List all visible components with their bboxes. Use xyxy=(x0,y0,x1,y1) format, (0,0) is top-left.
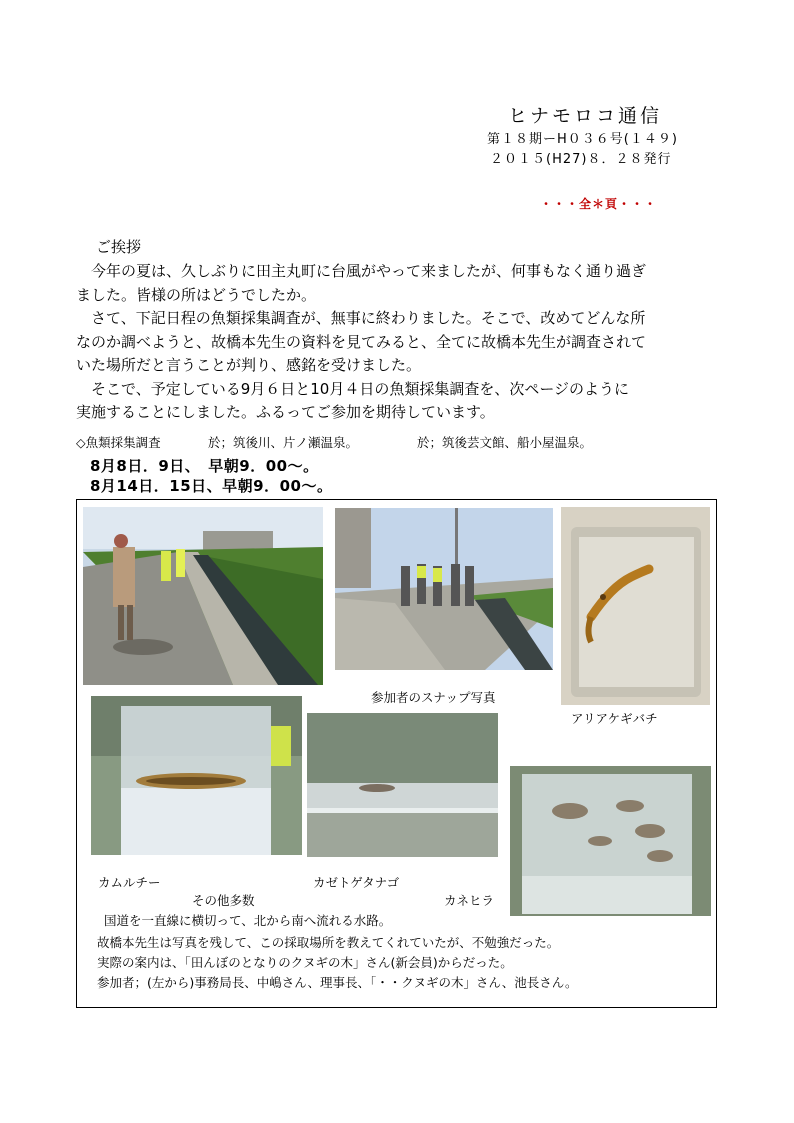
survey-info xyxy=(76,433,592,451)
greeting-line: なのか調べようと、故橋本先生の資料を見てみると、全てに故橋本先生が調査されて xyxy=(76,332,647,351)
survey-label: ◇魚類採集調査 xyxy=(76,435,161,450)
greeting-line: いた場所だと言うことが判り、感銘を受けました。 xyxy=(76,356,422,374)
caption-kamuruchi: カムルチー xyxy=(98,875,161,890)
caption-snapshot: 参加者のスナップ写真 xyxy=(371,690,496,705)
caption-ariake-gibachi: アリアケギバチ xyxy=(571,711,658,726)
canal-photo xyxy=(83,507,323,685)
survey-place-2: 於；筑後芸文館、船小屋温泉。 xyxy=(416,435,592,450)
kazetoge-tanago-photo xyxy=(307,713,498,857)
group-snapshot-image xyxy=(335,508,553,670)
note-line: 実際の案内は、「田んぼのとなりのクヌギの木」さん(新会員)からだった。 xyxy=(97,955,513,970)
caption-kazetoge-tanago: カゼトゲタナゴ xyxy=(313,875,400,890)
caption-kanehira: カネヒラ xyxy=(444,893,495,908)
note-line: 国道を一直線に横切って、北から南へ流れる水路。 xyxy=(104,913,392,928)
greeting-line: さて、下記日程の魚類採集調査が、無事に終わりました。そこで、改めてどんな所 xyxy=(76,309,646,327)
kamuruchi-image xyxy=(91,696,302,855)
greeting-heading: ご挨拶 xyxy=(96,238,142,256)
note-line: 参加者；(左から)事務局長、中嶋さん、理事長、「・・クヌギの木」さん、池長さん。 xyxy=(97,975,578,990)
schedule-1: 8月8日．9日、 早朝9．00～。 xyxy=(90,457,319,475)
schedule-2: 8月14日．15日、早朝9．00～。 xyxy=(90,477,333,495)
kazetoge-tanago-image xyxy=(307,713,498,857)
survey-place-1: 於；筑後川、片ノ瀬温泉。 xyxy=(207,435,358,450)
greeting-line: 実施することにしました。ふるってご参加を期待しています。 xyxy=(76,403,495,421)
issue-date: ２０１５(H27)８．２８発行 xyxy=(490,152,672,167)
ariake-gibachi-photo xyxy=(561,507,710,705)
kanehira-photo xyxy=(510,766,711,916)
greeting-line: ました。皆様の所はどうでしたか。 xyxy=(76,285,317,304)
newsletter-title: ヒナモロコ通信 xyxy=(508,105,663,127)
greeting-line: そこで、予定している9月６日と10月４日の魚類採集調査を、次ページのように xyxy=(76,379,630,398)
caption-others: その他多数 xyxy=(192,893,255,908)
kanehira-image xyxy=(510,766,711,916)
canal-photo-image xyxy=(83,507,323,685)
note-line: 故橋本先生は写真を残して、この採取場所を教えてくれていたが、不勉強だった。 xyxy=(97,935,560,950)
group-snapshot-photo xyxy=(335,508,553,670)
kamuruchi-photo xyxy=(91,696,302,855)
issue-number: 第１８期ーH０３６号(１４９) xyxy=(487,132,678,147)
page-count: ・・・全＊頁・・・ xyxy=(540,197,658,211)
ariake-gibachi-image xyxy=(561,507,710,705)
greeting-body xyxy=(76,260,726,425)
greeting-line: 今年の夏は、久しぶりに田主丸町に台風がやって来ましたが、何事もなく通り過ぎ xyxy=(76,262,647,280)
